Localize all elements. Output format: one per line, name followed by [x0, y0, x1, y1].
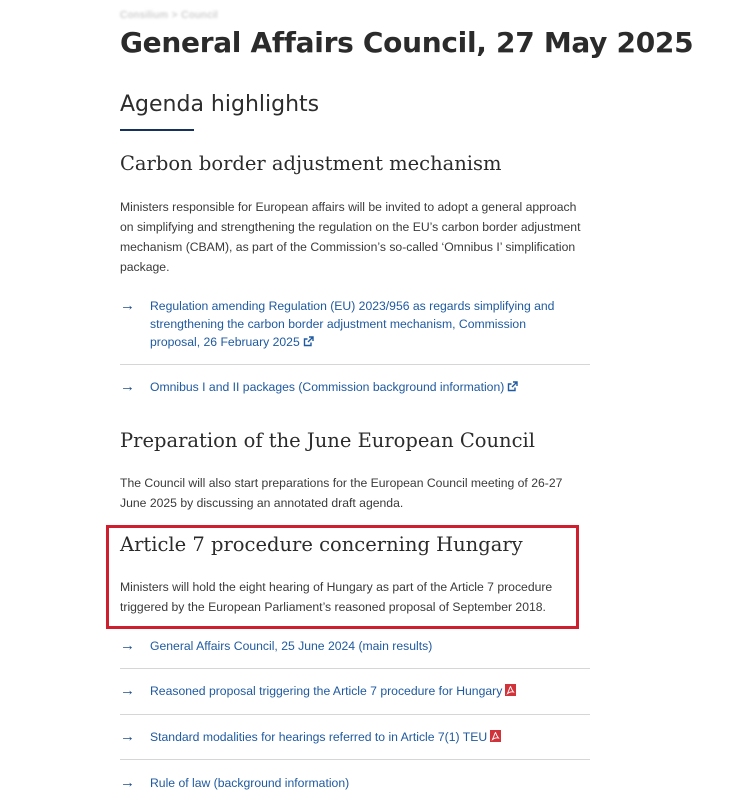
link-rule-of-law[interactable] [120, 774, 590, 792]
arrow-right-icon: → [120, 297, 135, 314]
divider [120, 714, 590, 715]
page-title: General Affairs Council, 27 May 2025 [120, 26, 694, 59]
topic-paragraph-european-council: The Council will also start preparations for the European Council meeting of 26-27 June 2025 by discussing an annotated draft agenda. [120, 476, 563, 510]
topic-heading-article-7: Article 7 procedure concerning Hungary [120, 533, 523, 556]
arrow-right-icon: → [120, 637, 135, 654]
arrow-right-icon: → [120, 378, 135, 395]
topic-paragraph-cbam: Ministers responsible for European affairs will be invited to adopt a general approach on simplifying and strengthening the regulation on the EU’s carbon border adjustment mechanism (CBAM), as part of the Commission’s so-called ‘Omnibus I’ simplification package. [120, 200, 581, 274]
divider [120, 668, 590, 669]
divider [120, 759, 590, 760]
link-omnibus-packages[interactable] [120, 378, 590, 397]
section-title-underline [120, 129, 194, 131]
link-gac-june-2024[interactable] [120, 637, 590, 655]
external-link-icon [303, 334, 314, 352]
arrow-right-icon: → [120, 728, 135, 745]
topic-heading-european-council: Preparation of the June European Council [120, 429, 536, 452]
link-reasoned-proposal[interactable] [120, 682, 590, 701]
arrow-right-icon: → [120, 682, 135, 699]
link-label: Rule of law (background information) [150, 776, 350, 790]
pdf-icon [490, 729, 501, 747]
topic-heading-cbam: Carbon border adjustment mechanism [120, 152, 502, 175]
link-label: Standard modalities for hearings referred to in Article 7(1) TEU [150, 730, 488, 744]
breadcrumb[interactable]: Consilium > Council [120, 10, 219, 21]
arrow-right-icon: → [120, 774, 135, 791]
link-label: General Affairs Council, 25 June 2024 (main results) [150, 639, 433, 653]
pdf-icon [505, 683, 516, 701]
link-cbam-regulation[interactable] [120, 297, 590, 352]
link-label: Regulation amending Regulation (EU) 2023/956 as regards simplifying and strengthening the carbon border adjustment mechanism, Commission proposal, 26 February 2025 [150, 299, 555, 349]
link-label: Omnibus I and II packages (Commission background information) [150, 380, 505, 394]
divider [120, 364, 590, 365]
link-label: Reasoned proposal triggering the Article 7 procedure for Hungary [150, 684, 503, 698]
external-link-icon [507, 379, 518, 397]
highlight-annotation-box [106, 525, 579, 629]
link-standard-modalities[interactable] [120, 728, 590, 747]
topic-paragraph-article-7: Ministers will hold the eight hearing of Hungary as part of the Article 7 procedure triggered by the European Parliament’s reasoned proposal of September 2018. [120, 580, 553, 614]
section-title: Agenda highlights [120, 92, 320, 117]
